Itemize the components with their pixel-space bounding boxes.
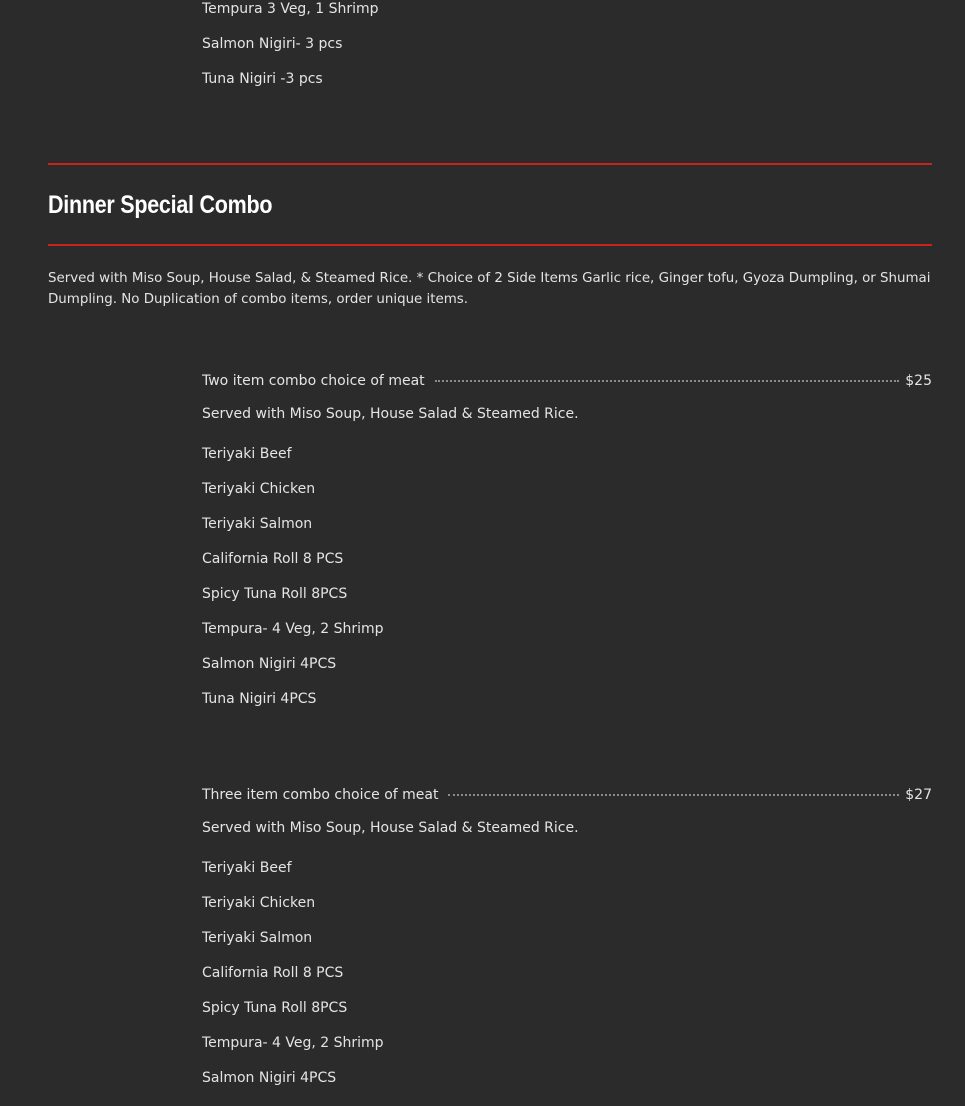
section-title: Dinner Special Combo: [48, 191, 273, 219]
menu-item-two-item-combo: [202, 371, 932, 725]
list-item: Salmon Nigiri- 3 pcs: [202, 36, 343, 52]
menu-item-price: $27: [905, 787, 932, 803]
menu-item-options: [202, 445, 932, 725]
list-item: Spicy Tuna Roll 8PCS: [202, 1000, 348, 1016]
list-item: Spicy Tuna Roll 8PCS: [202, 586, 348, 602]
menu-item-description: Served with Miso Soup, House Salad & Steamed Rice.: [202, 406, 579, 422]
menu-item-options: [202, 859, 932, 1104]
menu-item-header: [202, 371, 932, 404]
menu-item-name: Three item combo choice of meat: [202, 787, 439, 803]
dotted-leader: [435, 380, 900, 382]
section-description: Served with Miso Soup, House Salad, & Steamed Rice. * Choice of 2 Side Items Garlic rice, Ginger tofu, Gyoza Dumpling, or Shumai Dumpling. No Duplication of combo items, order unique items.: [48, 271, 931, 307]
list-item: Teriyaki Beef: [202, 860, 292, 876]
list-item: Teriyaki Chicken: [202, 895, 316, 911]
previous-combo-items: [202, 0, 379, 105]
dotted-leader: [448, 794, 899, 796]
menu-item-three-item-combo: [202, 785, 932, 1104]
list-item: Teriyaki Beef: [202, 446, 292, 462]
list-item: Salmon Nigiri 4PCS: [202, 656, 337, 672]
list-item: Tempura 3 Veg, 1 Shrimp: [202, 1, 379, 17]
menu-item-header: [202, 785, 932, 818]
menu-item-description: Served with Miso Soup, House Salad & Steamed Rice.: [202, 820, 579, 836]
list-item: Teriyaki Salmon: [202, 516, 313, 532]
list-item: Teriyaki Chicken: [202, 481, 316, 497]
list-item: Tempura- 4 Veg, 2 Shrimp: [202, 1035, 384, 1051]
section-divider-bottom: [48, 244, 932, 246]
list-item: California Roll 8 PCS: [202, 551, 344, 567]
list-item: Tempura- 4 Veg, 2 Shrimp: [202, 621, 384, 637]
list-item: Tuna Nigiri -3 pcs: [202, 71, 323, 87]
list-item: California Roll 8 PCS: [202, 965, 344, 981]
section-divider-top: [48, 163, 932, 165]
list-item: Teriyaki Salmon: [202, 930, 313, 946]
menu-item-name: Two item combo choice of meat: [202, 373, 425, 389]
list-item: Tuna Nigiri 4PCS: [202, 691, 317, 707]
menu-item-price: $25: [905, 373, 932, 389]
list-item: Salmon Nigiri 4PCS: [202, 1070, 337, 1086]
